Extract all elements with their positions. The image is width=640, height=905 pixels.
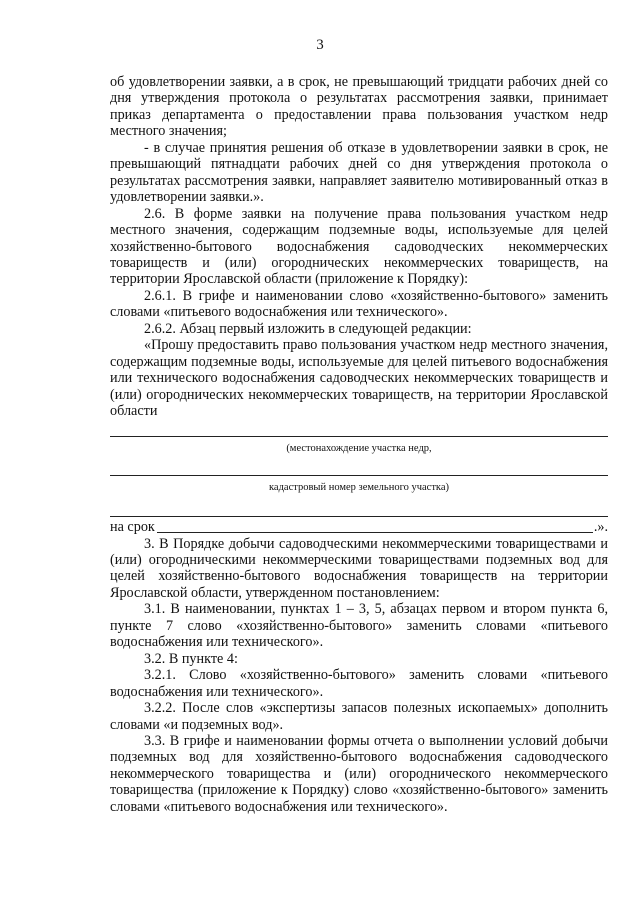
paragraph-2-6: 2.6. В форме заявки на получение права пользования участком недр местного значения, содержащим подземные воды, используемые для целей хозяйственно-бытового водоснабжения садоводческих некоммерческих товариществ и (или) огороднических некоммерческих товариществ, на территории Ярославской области (приложение к Порядку): — [110, 205, 608, 288]
paragraph-3: 3. В Порядке добычи садоводческими некоммерческими товариществами и (или) огородническими некоммерческими товариществами подземных вод для целей хозяйственно-бытового водоснабжения товариществ на территории Ярославской области, утвержденном постановлением: — [110, 535, 608, 601]
paragraph-3-3: 3.3. В грифе и наименовании формы отчета о выполнении условий добычи подземных вод для хозяйственно-бытового водоснабжения садоводческого некоммерческого товарищества и (или) огороднического некоммерческого товарищества (приложение к Порядку) слово «хозяйственно-бытового» заменить словами «питьевого водоснабжения или технического». — [110, 732, 608, 815]
form-blank-line-extra — [110, 502, 608, 517]
paragraph-3-2: 3.2. В пункте 4: — [144, 650, 238, 667]
paragraph-2-6-1: 2.6.1. В грифе и наименовании слово «хозяйственно-бытового» заменить словами «питьевого водоснабжения или технического». — [110, 287, 608, 321]
paragraph-approval: об удовлетворении заявки, а в срок, не превышающий тридцати рабочих дней со дня утверждения протокола о результатах рассмотрения заявки, принимает приказ департамента о предоставлении права пользования участком недр местного значения; — [110, 74, 608, 140]
form-blank-line-cadastral — [110, 461, 608, 476]
paragraph-quoted-request: «Прошу предоставить право пользования участком недр местного значения, содержащим подземные воды, используемые для целей питьевого водоснабжения или технического водоснабжения садоводческих некоммерческих товариществ и (или) огороднических некоммерческих товариществ, на территории Ярославской области — [110, 337, 608, 420]
term-label: на срок — [110, 519, 155, 536]
paragraph-2-6-2: 2.6.2. Абзац первый изложить в следующей редакции: — [144, 320, 472, 337]
paragraph-refusal: - в случае принятия решения об отказе в удовлетворении заявки в срок, не превышающий пятнадцати рабочих дней со дня утверждения протокола о результатах рассмотрения заявки, направляет заявителю мотивированный отказ в удовлетворении заявки.». — [110, 139, 608, 206]
paragraph-3-2-2: 3.2.2. После слов «экспертизы запасов полезных ископаемых» дополнить словами «и подземных вод». — [110, 700, 608, 733]
term-blank — [157, 519, 593, 533]
page-number: 3 — [316, 37, 324, 53]
document-body — [110, 74, 608, 815]
paragraph-3-1: 3.1. В наименовании, пунктах 1 – 3, 5, абзацах первом и втором пункта 6, пункте 7 слово «хозяйственно-бытового» заменить словами «питьевого водоснабжения или технического». — [110, 601, 608, 651]
paragraph-3-2-1: 3.2.1. Слово «хозяйственно-бытового» заменить словами «питьевого водоснабжения или технического». — [110, 667, 608, 700]
form-term-line — [110, 519, 608, 536]
caption-location: (местонахождение участка недр, — [286, 442, 432, 454]
term-end: .». — [593, 519, 608, 536]
form-blank-line-location — [110, 422, 608, 437]
caption-cadastral: кадастровый номер земельного участка) — [268, 481, 450, 493]
